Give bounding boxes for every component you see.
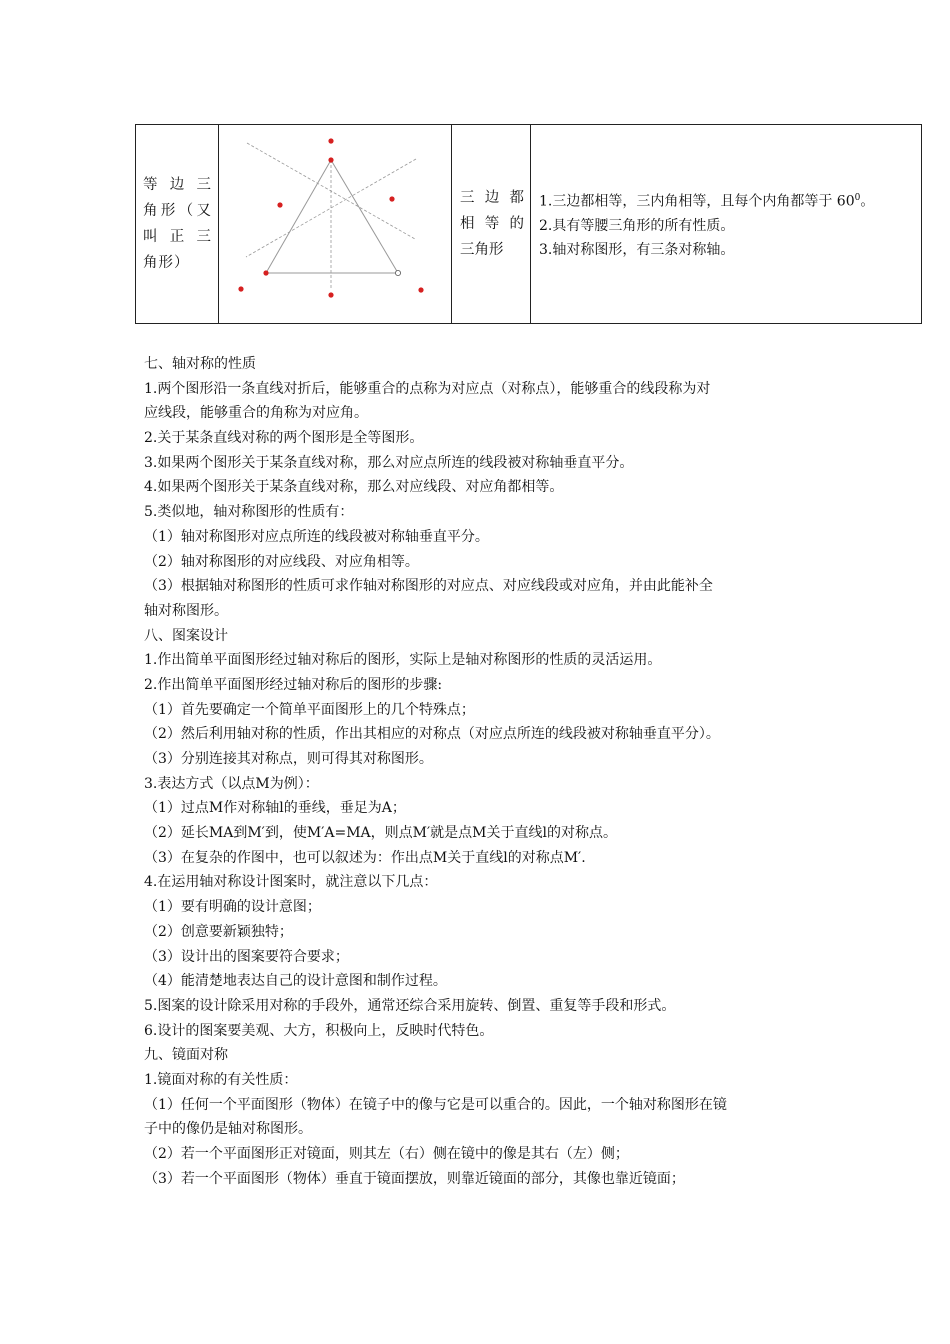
triangle-vertex	[263, 270, 268, 275]
symmetry-point	[238, 286, 243, 291]
text-line: 3.如果两个图形关于某条直线对称，那么对应点所连的线段被对称轴垂直平分。	[144, 454, 634, 471]
property-item	[539, 214, 921, 238]
document-body	[144, 352, 824, 1191]
triangle-vertex-open	[395, 270, 400, 275]
text-line: （3）若一个平面图形（物体）垂直于镜面摆放，则靠近镜面的部分，其像也靠近镜面；	[144, 1170, 685, 1187]
properties-cell	[531, 125, 922, 324]
text-line: 4.如果两个图形关于某条直线对称，那么对应线段、对应角都相等。	[144, 479, 564, 496]
text-line: （2）延长MA到M′到，使M′A=MA，则点M′就是点M关于直线l的对称点。	[144, 825, 617, 842]
property-item	[539, 238, 921, 262]
text-line: 1.镜面对称的有关性质：	[144, 1071, 298, 1088]
text-line: 2.作出简单平面图形经过轴对称后的图形的步骤:	[144, 676, 443, 693]
text-line: （3）分别连接其对称点，则可得其对称图形。	[144, 751, 433, 767]
text-line: （1）首先要确定一个简单平面图形上的几个特殊点；	[144, 701, 475, 718]
text-line: （2）创意要新颖独特；	[144, 923, 293, 940]
text-line: （1）要有明确的设计意图；	[144, 899, 321, 916]
text-line: 子中的像仍是轴对称图形。	[144, 1121, 312, 1138]
text-line: （3）在复杂的作图中，也可以叙述为：作出点M关于直线l的对称点M′.	[144, 849, 586, 866]
text-line: 七、轴对称的性质	[144, 356, 256, 372]
definition-text	[452, 185, 530, 263]
triangle-vertex	[328, 157, 333, 162]
definition-line: 三 边 都	[460, 190, 524, 206]
symmetry-point	[328, 138, 333, 143]
text-line: （3）设计出的图案要符合要求；	[144, 948, 349, 965]
text-line: （2）然后利用轴对称的性质，作出其相应的对称点（对应点所连的线段被对称轴垂直平分）。	[144, 726, 720, 743]
figure-cell	[219, 125, 452, 324]
text-line: 八、图案设计	[144, 627, 228, 644]
text-line: 1.作出简单平面图形经过轴对称后的图形，实际上是轴对称图形的性质的灵活运用。	[144, 652, 662, 669]
name-cell	[136, 125, 219, 324]
text-line: （1）过点M作对称轴l的垂线，垂足为A；	[144, 800, 406, 817]
property-tail: 。	[860, 193, 875, 210]
properties-list	[531, 186, 921, 262]
triangle	[266, 160, 398, 273]
text-line: 轴对称图形。	[144, 602, 228, 619]
name-line: 角形（又	[143, 203, 212, 219]
text-line: 1.两个图形沿一条直线对折后，能够重合的点称为对应点（对称点），能够重合的线段称为对	[144, 380, 711, 397]
text-line: 4.在运用轴对称设计图案时，就注意以下几点：	[144, 874, 438, 891]
text-line: 2.关于某条直线对称的两个图形是全等图形。	[144, 430, 424, 447]
definition-cell	[452, 125, 531, 324]
text-line: 6.设计的图案要美观、大方，积极向上，反映时代特色。	[144, 1022, 494, 1039]
text-line: （2）轴对称图形的对应线段、对应角相等。	[144, 553, 419, 570]
text-line: （3）根据轴对称图形的性质可求作轴对称图形的对应点、对应线段或对应角，并由此能补全	[144, 578, 713, 595]
text-line: （2）若一个平面图形正对镜面，则其左（右）侧在镜中的像是其右（左）侧；	[144, 1146, 629, 1162]
property-text: 2.具有等腰三角形的所有性质。	[539, 217, 735, 234]
property-item	[539, 186, 921, 214]
text-line: 九、镜面对称	[144, 1047, 228, 1064]
table-row	[136, 125, 922, 324]
name-text	[136, 172, 218, 276]
triangle-side	[331, 160, 398, 273]
definition-line: 三角形	[460, 242, 504, 258]
text-line: 5.类似地，轴对称图形的性质有：	[144, 504, 354, 521]
text-line: （1）任何一个平面图形（物体）在镜子中的像与它是可以重合的。因此，一个轴对称图形在镜	[144, 1096, 727, 1113]
symmetry-point	[389, 196, 394, 201]
name-line: 等 边 三	[143, 177, 212, 193]
name-line: 叫 正 三	[143, 229, 212, 245]
symmetry-point	[277, 202, 282, 207]
degree-sup: 0	[854, 193, 861, 204]
text-line: （4）能清楚地表达自己的设计意图和制作过程。	[144, 973, 447, 990]
symmetry-point	[418, 287, 423, 292]
symmetry-point	[328, 292, 333, 297]
text-line: 应线段，能够重合的角称为对应角。	[144, 405, 368, 422]
symmetry-axes	[246, 143, 416, 290]
triangle-side	[266, 160, 331, 273]
text-line: 5.图案的设计除采用对称的手段外，通常还综合采用旋转、倒置、重复等手段和形式。	[144, 997, 676, 1014]
property-text: 3.轴对称图形，有三条对称轴。	[539, 241, 735, 258]
property-text: 1.三边都相等，三内角相等，且每个内角都等于 60	[539, 193, 855, 210]
definition-line: 相 等 的	[460, 216, 524, 232]
text-line: （1）轴对称图形对应点所连的线段被对称轴垂直平分。	[144, 528, 489, 545]
equilateral-triangle-figure	[219, 125, 451, 323]
equilateral-triangle-table	[135, 124, 922, 324]
text-line: 3.表达方式（以点M为例）：	[144, 775, 319, 792]
name-line: 角形）	[143, 255, 190, 271]
